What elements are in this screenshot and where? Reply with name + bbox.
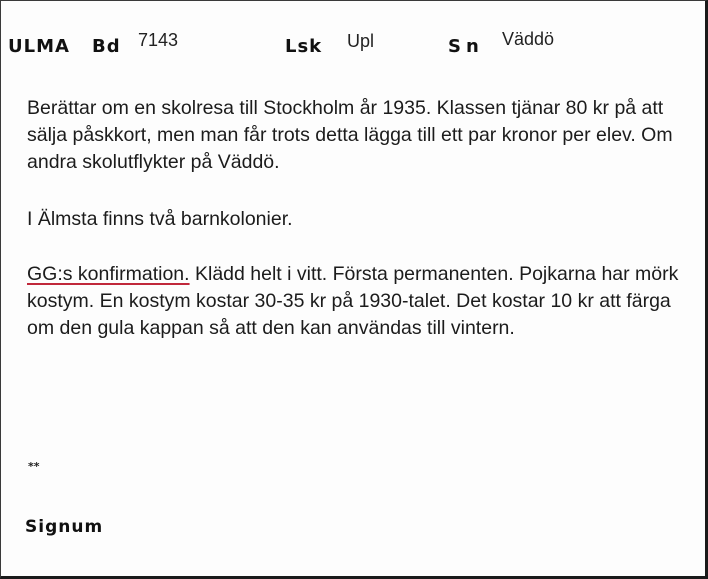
archive-label: ULMA <box>8 36 70 57</box>
paragraph-school-trip: Berättar om en skolresa till Stockholm år 1935. Klassen tjänar 80 kr på att sälja påskkort, men man får trots detta lägga till ett par kronor per elev. Om andra skolutflykter på Väddö. <box>27 97 673 173</box>
parish-label: Sn <box>448 36 484 57</box>
confirmation-heading: GG:s konfirmation. <box>27 263 190 285</box>
province-value: Upl <box>347 31 375 51</box>
volume-number: 7143 <box>138 30 179 50</box>
paragraph-confirmation <box>27 261 687 342</box>
volume-label: Bd <box>92 36 121 57</box>
confirmation-text: Klädd helt i vitt. Första permanenten. Pojkarna har mörk kostym. En kostym kostar 30-35 kr på 1930-talet. Det kostar 10 kr att färga om den gula kappan så att den kan användas till vintern. <box>27 263 679 339</box>
footnote-stars: ** <box>28 460 40 473</box>
signature-label: Signum <box>25 517 104 537</box>
paragraph-children-colonies: I Älmsta finns två barnkolonier. <box>27 208 293 230</box>
province-label: Lsk <box>285 36 323 57</box>
parish-value: Väddö <box>502 29 555 49</box>
